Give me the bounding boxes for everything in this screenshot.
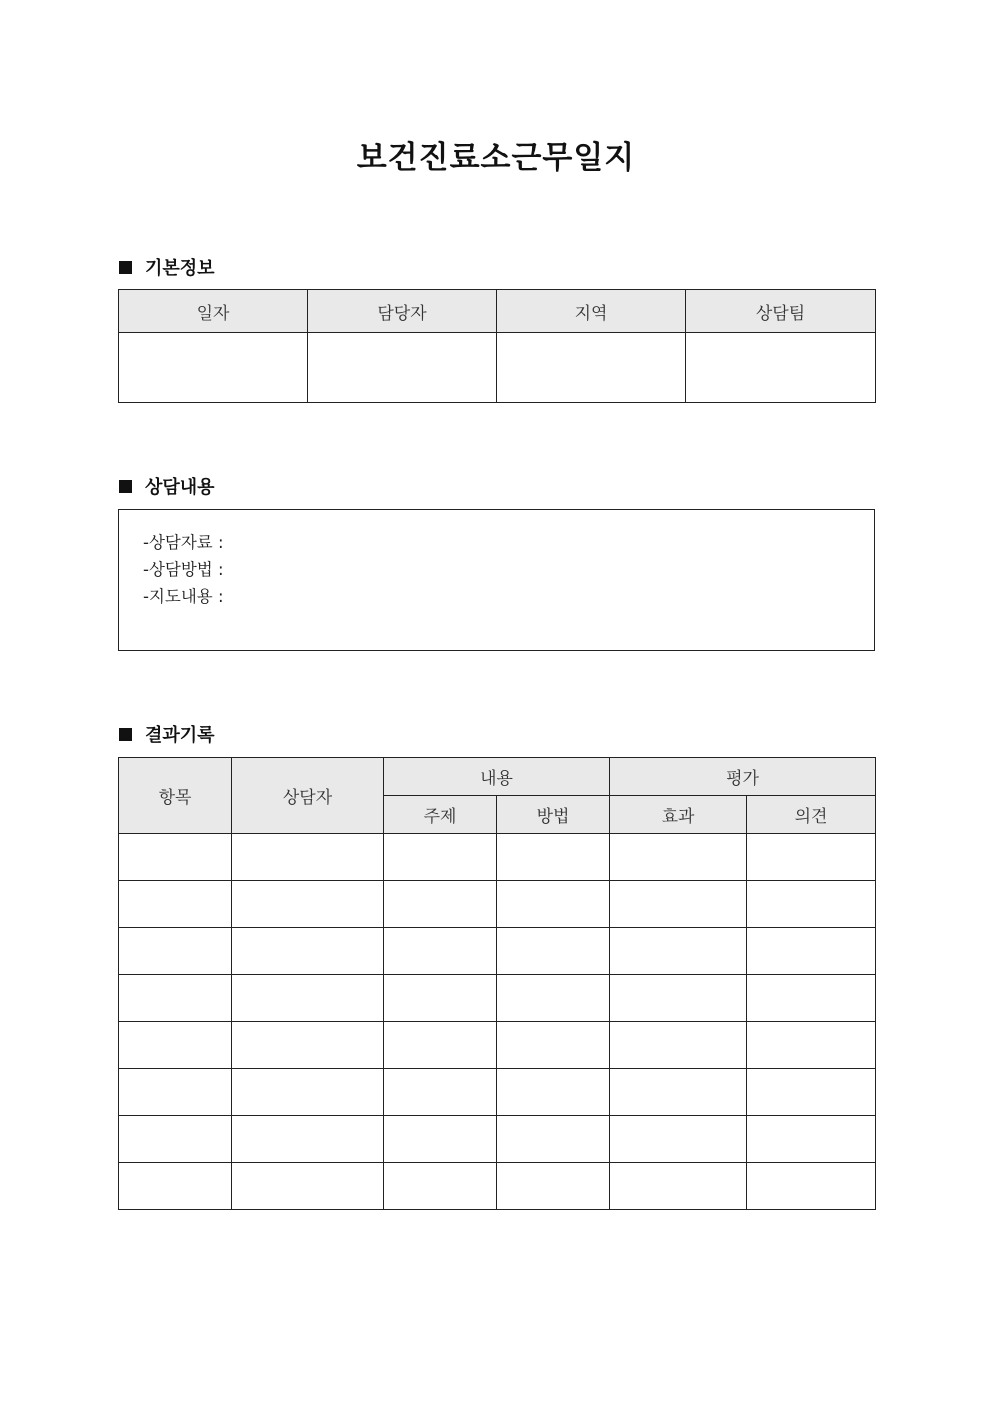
table-cell[interactable] [610, 1069, 747, 1116]
table-row [119, 1069, 876, 1116]
header-topic: 주제 [384, 796, 497, 834]
table-cell[interactable] [384, 1163, 497, 1210]
table-cell[interactable] [747, 834, 876, 881]
page-title: 보건진료소근무일지 [356, 140, 636, 176]
consult-content-box[interactable] [118, 509, 875, 651]
table-cell[interactable] [747, 881, 876, 928]
table-cell[interactable] [747, 975, 876, 1022]
table-cell[interactable] [610, 1163, 747, 1210]
table-cell[interactable] [747, 1022, 876, 1069]
table-cell[interactable] [384, 1022, 497, 1069]
table-row [119, 881, 876, 928]
square-bullet-icon [119, 480, 132, 493]
header-item: 항목 [119, 758, 232, 834]
header-region: 지역 [497, 290, 686, 333]
table-row [119, 928, 876, 975]
table-cell[interactable] [119, 1116, 232, 1163]
consult-material-line: -상담자료 : [143, 533, 224, 552]
date-cell[interactable] [119, 333, 308, 403]
table-row [119, 333, 876, 403]
region-cell[interactable] [497, 333, 686, 403]
header-date: 일자 [119, 290, 308, 333]
header-manager: 담당자 [308, 290, 497, 333]
table-header-row [119, 758, 876, 796]
header-opinion: 의견 [747, 796, 876, 834]
table-cell[interactable] [497, 975, 610, 1022]
header-evaluation-group: 평가 [610, 758, 876, 796]
section-heading-consult [119, 473, 215, 499]
table-cell[interactable] [497, 881, 610, 928]
header-method: 방법 [497, 796, 610, 834]
table-cell[interactable] [384, 1116, 497, 1163]
table-row [119, 1116, 876, 1163]
result-record-table [118, 757, 876, 1210]
section-heading-basic [119, 254, 215, 280]
table-cell[interactable] [610, 834, 747, 881]
table-cell[interactable] [610, 928, 747, 975]
table-cell[interactable] [232, 1022, 384, 1069]
header-team: 상담팀 [686, 290, 876, 333]
guidance-content-line: -지도내용 : [143, 587, 224, 606]
table-cell[interactable] [747, 1163, 876, 1210]
consult-method-line: -상담방법 : [143, 560, 224, 579]
table-cell[interactable] [384, 928, 497, 975]
table-header-row [119, 290, 876, 333]
table-cell[interactable] [119, 975, 232, 1022]
table-cell[interactable] [610, 1116, 747, 1163]
table-row [119, 1163, 876, 1210]
header-effect: 효과 [610, 796, 747, 834]
basic-info-table [118, 289, 876, 403]
table-cell[interactable] [232, 834, 384, 881]
table-cell[interactable] [119, 881, 232, 928]
table-row [119, 834, 876, 881]
table-cell[interactable] [747, 1116, 876, 1163]
header-counselor: 상담자 [232, 758, 384, 834]
table-cell[interactable] [610, 881, 747, 928]
table-cell[interactable] [747, 1069, 876, 1116]
table-cell[interactable] [232, 1163, 384, 1210]
table-cell[interactable] [384, 975, 497, 1022]
table-cell[interactable] [232, 1116, 384, 1163]
table-cell[interactable] [119, 834, 232, 881]
table-cell[interactable] [384, 1069, 497, 1116]
table-cell[interactable] [119, 928, 232, 975]
table-cell[interactable] [232, 1069, 384, 1116]
section-heading-label: 상담내용 [145, 477, 215, 498]
table-cell[interactable] [747, 928, 876, 975]
section-heading-label: 결과기록 [145, 725, 215, 746]
table-cell[interactable] [497, 1163, 610, 1210]
table-cell[interactable] [119, 1022, 232, 1069]
section-heading-result [119, 721, 215, 747]
section-heading-label: 기본정보 [145, 258, 215, 279]
table-cell[interactable] [232, 881, 384, 928]
table-cell[interactable] [232, 975, 384, 1022]
header-content-group: 내용 [384, 758, 610, 796]
table-cell[interactable] [497, 1116, 610, 1163]
table-cell[interactable] [610, 1022, 747, 1069]
table-row [119, 1022, 876, 1069]
table-cell[interactable] [497, 1069, 610, 1116]
table-cell[interactable] [119, 1163, 232, 1210]
table-row [119, 975, 876, 1022]
table-cell[interactable] [384, 834, 497, 881]
table-cell[interactable] [497, 834, 610, 881]
table-cell[interactable] [497, 928, 610, 975]
table-cell[interactable] [610, 975, 747, 1022]
manager-cell[interactable] [308, 333, 497, 403]
square-bullet-icon [119, 728, 132, 741]
table-cell[interactable] [384, 881, 497, 928]
team-cell[interactable] [686, 333, 876, 403]
table-cell[interactable] [232, 928, 384, 975]
square-bullet-icon [119, 261, 132, 274]
table-cell[interactable] [119, 1069, 232, 1116]
table-cell[interactable] [497, 1022, 610, 1069]
